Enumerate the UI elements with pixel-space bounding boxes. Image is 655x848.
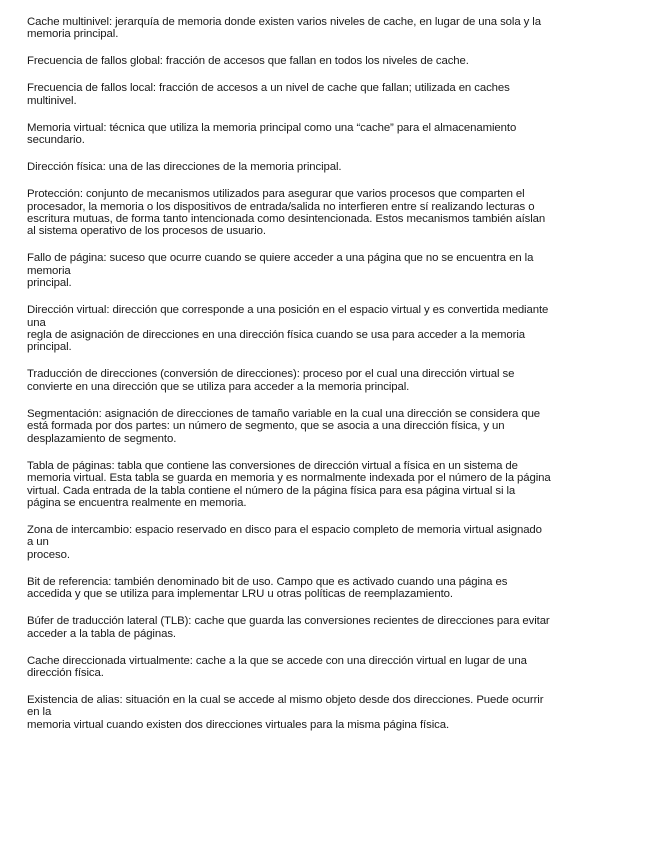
entry-text-line: Cache direccionada virtualmente: cache a la que se accede con una dirección virtual en lugar de una xyxy=(27,654,527,667)
entry-text-line: accedida y que se utiliza para implementar LRU u otras políticas de reemplazamiento. xyxy=(27,588,453,601)
entry-text-line: una xyxy=(27,316,46,329)
glossary-entry xyxy=(27,460,637,510)
entry-text-line: regla de asignación de direcciones en una dirección física cuando se usa para acceder a la memoria xyxy=(27,329,526,342)
entry-text-line: Dirección física: una de las direcciones de la memoria principal. xyxy=(27,161,342,174)
glossary-entry xyxy=(27,188,637,238)
entry-text-line: multinivel. xyxy=(27,94,77,107)
entry-text-line: acceder a la tabla de páginas. xyxy=(27,627,176,640)
entry-text-line: dirección física. xyxy=(27,666,104,679)
entry-text-line: convierte en una dirección que se utiliza para acceder a la memoria principal. xyxy=(27,380,410,393)
entry-text-line: Zona de intercambio: espacio reservado en disco para el espacio completo de memoria virtual asignado xyxy=(27,523,542,536)
entry-text-line: principal. xyxy=(27,277,72,290)
entry-text-line: Frecuencia de fallos global: fracción de accesos que fallan en todos los niveles de cache. xyxy=(27,55,469,68)
entry-text-line: principal. xyxy=(27,341,72,354)
entry-text-line: Tabla de páginas: tabla que contiene las conversiones de dirección virtual a física en un sistema de xyxy=(27,459,518,472)
glossary-entry xyxy=(27,16,637,41)
entry-text-line: Protección: conjunto de mecanismos utilizados para asegurar que varios procesos que comparten el xyxy=(27,188,525,201)
glossary-entry xyxy=(27,524,637,561)
entry-text-line: Búfer de traducción lateral (TLB): cache que guarda las conversiones recientes de direcciones para evitar xyxy=(27,615,550,628)
glossary-entry xyxy=(27,82,637,107)
glossary-entry xyxy=(27,122,637,147)
glossary-document xyxy=(27,16,637,746)
entry-text-line: memoria principal. xyxy=(27,28,119,41)
glossary-entry xyxy=(27,368,637,393)
entry-text-line: Frecuencia de fallos local: fracción de accesos a un nivel de cache que fallan; utilizada en caches xyxy=(27,82,510,95)
entry-text-line: en la xyxy=(27,706,52,719)
entry-text-line: Cache multinivel: jerarquía de memoria donde existen varios niveles de cache, en lugar de una sola y la xyxy=(27,16,541,28)
glossary-entry xyxy=(27,161,637,173)
glossary-entry xyxy=(27,655,637,680)
entry-text-line: al sistema operativo de los procesos de usuario. xyxy=(27,225,266,238)
entry-text-line: desplazamiento de segmento. xyxy=(27,432,177,445)
entry-text-line: Fallo de página: suceso que ocurre cuando se quiere acceder a una página que no se encuentra en la xyxy=(27,252,534,265)
entry-text-line: Memoria virtual: técnica que utiliza la memoria principal como una “cache” para el almacenamiento xyxy=(27,121,517,134)
entry-text-line: Segmentación: asignación de direcciones de tamaño variable en la cual una dirección se considera que xyxy=(27,407,541,420)
entry-text-line: Existencia de alias: situación en la cual se accede al mismo objeto desde dos direcciones. Puede ocurrir xyxy=(27,693,544,706)
entry-text-line: memoria xyxy=(27,264,71,277)
entry-text-line: escritura mutuas, de forma tanto intencionada como desintencionada. Estos mecanismos también aíslan xyxy=(27,213,546,226)
glossary-entry xyxy=(27,576,637,601)
entry-text-line: memoria virtual cuando existen dos direcciones virtuales para la misma página física. xyxy=(27,718,450,731)
entry-text-line: secundario. xyxy=(27,134,85,147)
entry-text-line: virtual. Cada entrada de la tabla contiene el número de la página física para esa página virtual si la xyxy=(27,484,516,497)
glossary-entry xyxy=(27,55,637,67)
entry-text-line: proceso. xyxy=(27,548,70,561)
entry-text-line: Bit de referencia: también denominado bit de uso. Campo que es activado cuando una página es xyxy=(27,575,508,588)
entry-text-line: memoria virtual. Esta tabla se guarda en memoria y es normalmente indexada por el número de la página xyxy=(27,472,551,485)
glossary-entry xyxy=(27,408,637,445)
entry-text-line: Dirección virtual: dirección que corresponde a una posición en el espacio virtual y es convertida mediante xyxy=(27,304,549,317)
entry-text-line: a un xyxy=(27,536,49,549)
entry-text-line: página se encuentra realmente en memoria. xyxy=(27,496,247,509)
glossary-entry xyxy=(27,304,637,354)
entry-text-line: está formada por dos partes: un número de segmento, que se asocia a una dirección física, y un xyxy=(27,420,505,433)
entry-text-line: procesador, la memoria o los dispositivos de entrada/salida no interfieren entre sí realizando lecturas o xyxy=(27,200,535,213)
glossary-entry xyxy=(27,252,637,289)
glossary-entry xyxy=(27,694,637,731)
glossary-entry xyxy=(27,615,637,640)
entry-text-line: Traducción de direcciones (conversión de direcciones): proceso por el cual una dirección virtual se xyxy=(27,368,515,381)
